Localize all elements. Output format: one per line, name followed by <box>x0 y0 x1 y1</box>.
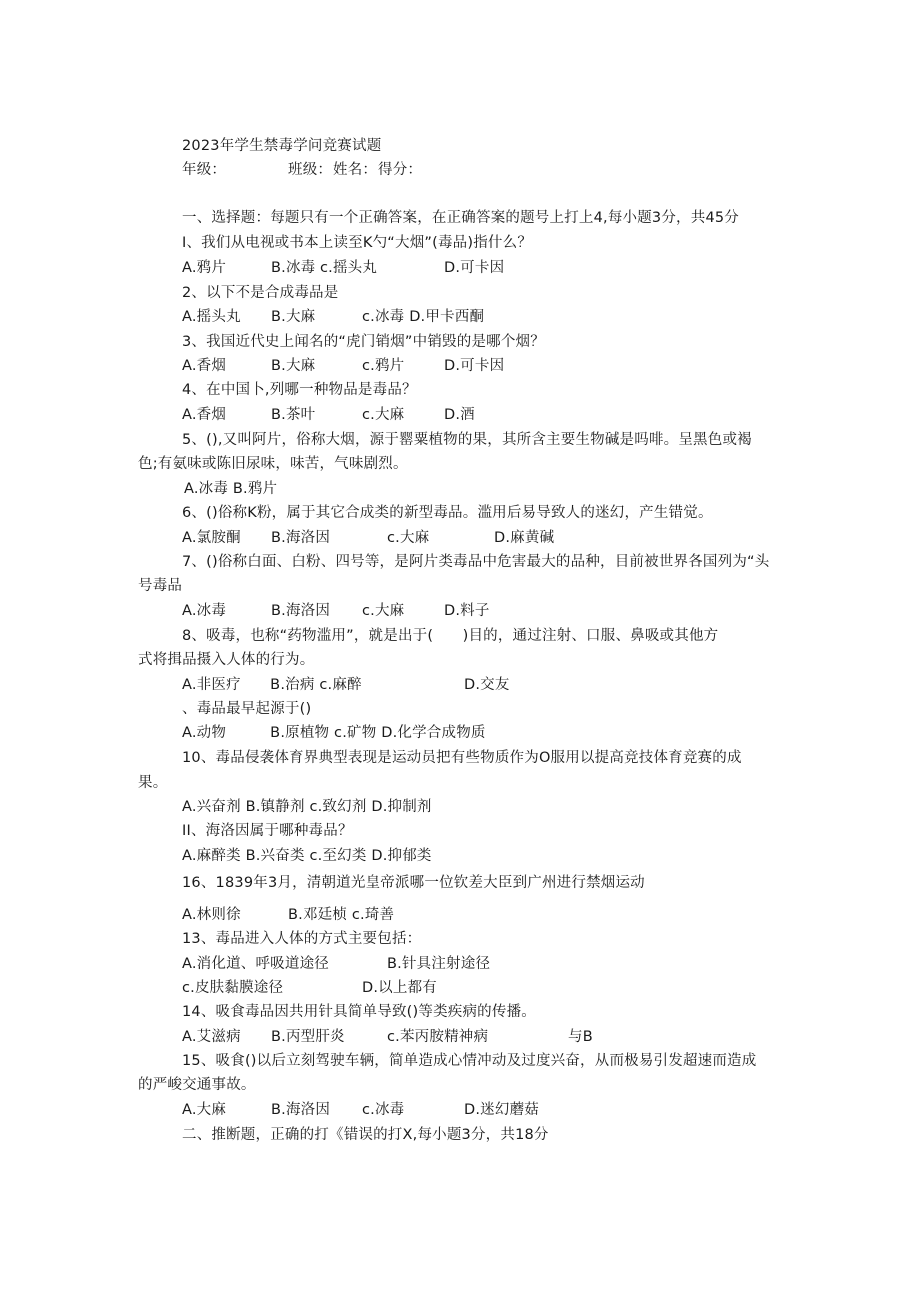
q9-stem: 、毒品最早起源于() <box>182 701 312 717</box>
q3-stem: 3、我国近代史上闻名的“虎门销烟”中销毁的是哪个烟？ <box>182 334 545 350</box>
q12-option-a: A.林则徐 <box>182 907 241 923</box>
q1-stem: I、我们从电视或书本上读至K勺“大烟”(毒品)指什么？ <box>182 235 533 251</box>
q7-stem-line2: 号毒品 <box>138 578 183 594</box>
q12-option-bc: B.邓廷桢 c.琦善 <box>288 907 395 923</box>
q14-stem: 14、吸食毒品因共用针具简单导致()等类疾病的传播。 <box>182 1004 536 1020</box>
q3-option-a: A.香烟 <box>182 358 227 374</box>
q2-option-cd: c.冰毒 D.甲卡西酮 <box>362 309 485 325</box>
q7-stem-line1: 7、()俗称白面、白粉、四号等，是阿片类毒品中危害最大的品种，目前被世界各国列为“头 <box>182 554 770 570</box>
q10-options: A.兴奋剂 B.镇静剂 c.致幻剂 D.抑制剂 <box>182 799 432 815</box>
q6-option-d: D.麻黄碱 <box>494 530 555 546</box>
q3-option-b: B.大麻 <box>271 358 316 374</box>
q13-option-b: B.针具注射途径 <box>387 956 491 972</box>
q1-option-c: c.摇头丸 <box>320 260 378 276</box>
q13-option-c: c.皮肤黏膜途径 <box>182 980 284 996</box>
q7-option-c: c.大麻 <box>362 603 405 619</box>
q3-option-d: D.可卡因 <box>444 358 505 374</box>
q7-option-a: A.冰毒 <box>182 603 227 619</box>
q5-stem-line1: 5、(),又叫阿片，俗称大烟，源于罂粟植物的果，其所含主要生物碱是吗啡。呈黑色或褐 <box>182 432 752 448</box>
q6-stem: 6、()俗称K粉，属于其它合成类的新型毒品。滥用后易导致人的迷幻，产生错觉。 <box>182 505 713 521</box>
q5-options: A.冰毒 B.鸦片 <box>184 481 278 497</box>
q8-option-d: D.交友 <box>464 677 510 693</box>
q4-option-b: B.茶叶 <box>271 407 316 423</box>
q5-stem-line2: 色;有氨味或陈旧尿味，味苦，气味剧烈。 <box>138 456 408 472</box>
q1-option-d: D.可卡因 <box>444 260 505 276</box>
section2-heading: 二、推断题，正确的打《错误的打X,每小题3分，共18分 <box>182 1127 549 1143</box>
q4-option-d: D.酒 <box>444 407 475 423</box>
q15-option-a: A.大麻 <box>182 1102 227 1118</box>
q4-option-a: A.香烟 <box>182 407 227 423</box>
q13-option-d: D.以上都有 <box>362 980 437 996</box>
q15-option-d: D.迷幻蘑菇 <box>464 1102 539 1118</box>
q15-stem-line1: 15、吸食()以后立刻驾驶车辆，简单造成心情冲动及过度兴奋，从而极易引发超速而造成 <box>182 1053 757 1069</box>
q1-option-a: A.鸦片 <box>182 260 227 276</box>
q15-option-b: B.海洛因 <box>271 1102 331 1118</box>
q10-stem-line1: 10、毒品侵袭体育界典型表现是运动员把有些物质作为O服用以提高竞技体育竞赛的成 <box>182 750 742 766</box>
q14-option-c: c.苯丙胺精神病 <box>387 1029 489 1045</box>
q14-option-a: A.艾滋病 <box>182 1029 241 1045</box>
q7-option-b: B.海洛因 <box>271 603 331 619</box>
q1-option-b: B.冰毒 <box>271 260 316 276</box>
section1-heading: 一、选择题：每题只有一个正确答案，在正确答案的题号上打上4,每小题3分，共45分 <box>182 210 740 226</box>
q15-stem-line2: 的严峻交通事故。 <box>138 1077 256 1093</box>
q8-stem-line1: 8、吸毒，也称“药物滥用”，就是出于( )目的，通过注射、口服、鼻吸或其他方 <box>182 628 719 644</box>
q8-option-abc: A.非医疗 B.治病 c.麻醉 <box>182 677 362 693</box>
q4-option-c: c.大麻 <box>362 407 405 423</box>
q2-stem: 2、以下不是合成毒品是 <box>182 285 339 301</box>
q14-option-b: B.丙型肝炎 <box>271 1029 345 1045</box>
class-label: 班级： <box>288 162 333 178</box>
q7-option-d: D.料子 <box>444 603 490 619</box>
q6-option-c: c.大麻 <box>387 530 430 546</box>
q13-stem: 13、毒品进入人体的方式主要包括： <box>182 931 422 947</box>
q10-stem-line2: 果。 <box>138 775 168 791</box>
grade-label: 年级： <box>182 162 227 178</box>
q12-stem: 16、1839年3月，清朝道光皇帝派哪一位钦差大臣到广州进行禁烟运动 <box>182 875 645 891</box>
q3-option-c: c.鸦片 <box>362 358 405 374</box>
q6-option-b: B.海洛因 <box>271 530 331 546</box>
q9-options: A.动物 B.原植物 c.矿物 D.化学合成物质 <box>182 725 486 741</box>
score-label: 得分： <box>378 162 423 178</box>
q2-option-a: A.摇头丸 <box>182 309 241 325</box>
q15-option-c: c.冰毒 <box>362 1102 405 1118</box>
q11-stem: II、海洛因属于哪种毒品？ <box>182 823 353 839</box>
q14-option-d: 与B <box>568 1029 593 1045</box>
doc-title: 2023年学生禁毒学问竞赛试题 <box>182 138 382 154</box>
q8-stem-line2: 式将揖品摄入人体的行为。 <box>138 652 315 668</box>
q2-option-b: B.大麻 <box>271 309 316 325</box>
q6-option-a: A.氯胺酮 <box>182 530 241 546</box>
q4-stem: 4、在中国卜,列哪一种物品是毒品？ <box>182 382 417 398</box>
name-label: 姓名： <box>333 162 378 178</box>
q11-options: A.麻醉类 B.兴奋类 c.至幻类 D.抑郁类 <box>182 848 432 864</box>
q13-option-a: A.消化道、呼吸道途径 <box>182 956 329 972</box>
